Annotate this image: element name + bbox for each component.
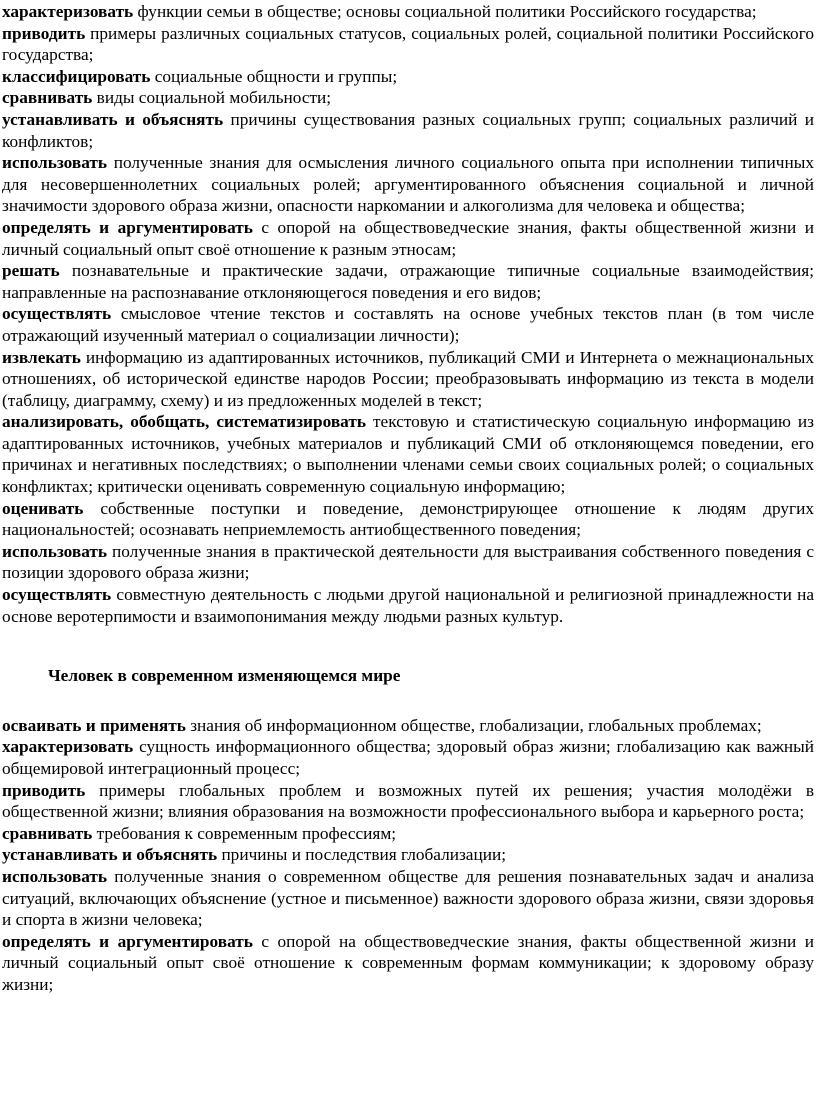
item-verb: анализировать, обобщать, систематизировать [2, 412, 366, 432]
list-item [2, 866, 814, 931]
item-verb: использовать [2, 866, 108, 886]
item-text: функции семьи в обществе; основы социальной политики Российского государства; [137, 2, 757, 21]
item-verb: сравнивать [2, 88, 93, 108]
list-item [2, 844, 814, 866]
item-verb: приводить [2, 23, 86, 43]
list-item [2, 541, 814, 584]
item-verb: устанавливать и объяснять [2, 845, 218, 865]
item-text: полученные знания о современном обществе для решения познавательных задач и анализа ситуаций, включающих объяснение (устное и письменное) важности здорового образа жизни, связи здоровья и спорта в жизни человека; [2, 866, 814, 930]
item-verb: устанавливать и объяснять [2, 109, 224, 129]
item-text: примеры различных социальных статусов, социальных ролей, социальной политики Российского государства; [2, 23, 814, 65]
list-item [2, 152, 814, 217]
item-verb: решать [2, 261, 60, 281]
item-text: смысловое чтение текстов и составлять на основе учебных текстов план (в том числе отражающий изученный материал о социализации личности); [2, 304, 814, 345]
list-item [2, 87, 814, 109]
item-text: примеры глобальных проблем и возможных путей их решения; участия молодёжи в общественной жизни; влияния образования на возможности профессионального выбора и карьерного роста; [2, 780, 815, 822]
list-item [2, 584, 814, 627]
list-item [2, 260, 814, 303]
list-item [2, 347, 814, 412]
item-text: социальные общности и группы; [154, 66, 398, 86]
item-text: текстовую и статистическую социальную информацию из адаптированных источников, учебных материалов и публикаций СМИ об отклоняющемся поведении, его причинах и негативных последствиях; о выполнении членами семьи своих социальных ролей; о социальных конфликтах; критически оценивать современную социальную информацию; [2, 412, 814, 497]
spacer [2, 687, 814, 715]
item-verb: определять и аргументировать [2, 931, 253, 951]
item-verb: использовать [2, 153, 108, 173]
item-verb: сравнивать [2, 823, 93, 843]
item-verb: классифицировать [2, 66, 151, 86]
section-heading: Человек в современном изменяющемся мире [48, 666, 401, 686]
item-text: сущность информационного общества; здоровый образ жизни; глобализацию как важный общемировой интеграционный процесс; [2, 737, 814, 778]
item-text: знания об информационном обществе, глобализации, глобальных проблемах; [190, 715, 762, 735]
item-text: с опорой на обществоведческие знания, факты общественной жизни и личный социальный опыт своё отношение к разным этносам; [2, 217, 814, 259]
item-verb: осуществлять [2, 304, 112, 324]
item-verb: приводить [2, 780, 86, 800]
item-text: полученные знания в практической деятельности для выстраивания собственного поведения с позиции здорового образа жизни; [2, 541, 814, 583]
item-verb: осваивать и применять [2, 715, 186, 735]
item-text: причины и последствия глобализации; [221, 845, 507, 865]
list-item [2, 109, 814, 152]
item-text: требования к современным профессиям; [96, 823, 397, 843]
item-verb: характеризовать [2, 737, 134, 757]
list-item [2, 23, 814, 66]
list-item [2, 1, 814, 23]
item-text: виды социальной мобильности; [96, 88, 332, 108]
list-item [2, 498, 814, 541]
item-verb: оценивать [2, 498, 84, 518]
list-item [2, 66, 814, 88]
item-verb: использовать [2, 541, 108, 561]
item-verb: извлекать [2, 347, 81, 367]
item-text: с опорой на обществоведческие знания, факты общественной жизни и личный социальный опыт своё отношение к современным формам коммуникации; к здоровому образу жизни; [2, 931, 814, 994]
list-item [2, 823, 814, 845]
list-item [2, 217, 814, 260]
section-1-list [2, 1, 814, 627]
item-text: совместную деятельность с людьми другой национальной и религиозной принадлежности на основе веротерпимости и взаимопонимания между людьми разных культур. [2, 585, 814, 626]
section-2-list [2, 715, 814, 996]
item-verb: характеризовать [2, 2, 134, 21]
item-text: причины существования разных социальных групп; социальных различий и конфликтов; [2, 109, 814, 151]
item-text: собственные поступки и поведение, демонстрирующее отношение к людям других национальностей; осознавать неприемлемость антиобщественного поведения; [2, 498, 814, 540]
item-verb: определять и аргументировать [2, 217, 253, 237]
list-item [2, 715, 814, 737]
item-text: познавательные и практические задачи, отражающие типичные социальные взаимодействия; направленные на распознавание отклоняющегося поведения и его видов; [2, 261, 814, 302]
item-text: информацию из адаптированных источников, публикаций СМИ и Интернета о межнациональных отношениях, об исторической единстве народов России; преобразовывать информацию из текста в модели (таблицу, диаграмму, схему) и из предложенных моделей в текст; [2, 347, 814, 410]
item-verb: осуществлять [2, 585, 112, 605]
list-item [2, 931, 814, 996]
list-item [2, 780, 814, 823]
item-text: полученные знания для осмысления личного социального опыта при исполнении типичных для несовершеннолетних социальных ролей; аргументированного объяснения социальной и личной значимости здорового образа жизни, опасности наркомании и алкоголизма для человека и общества; [2, 153, 814, 216]
list-item [2, 411, 814, 497]
list-item [2, 303, 814, 346]
list-item [2, 736, 814, 779]
